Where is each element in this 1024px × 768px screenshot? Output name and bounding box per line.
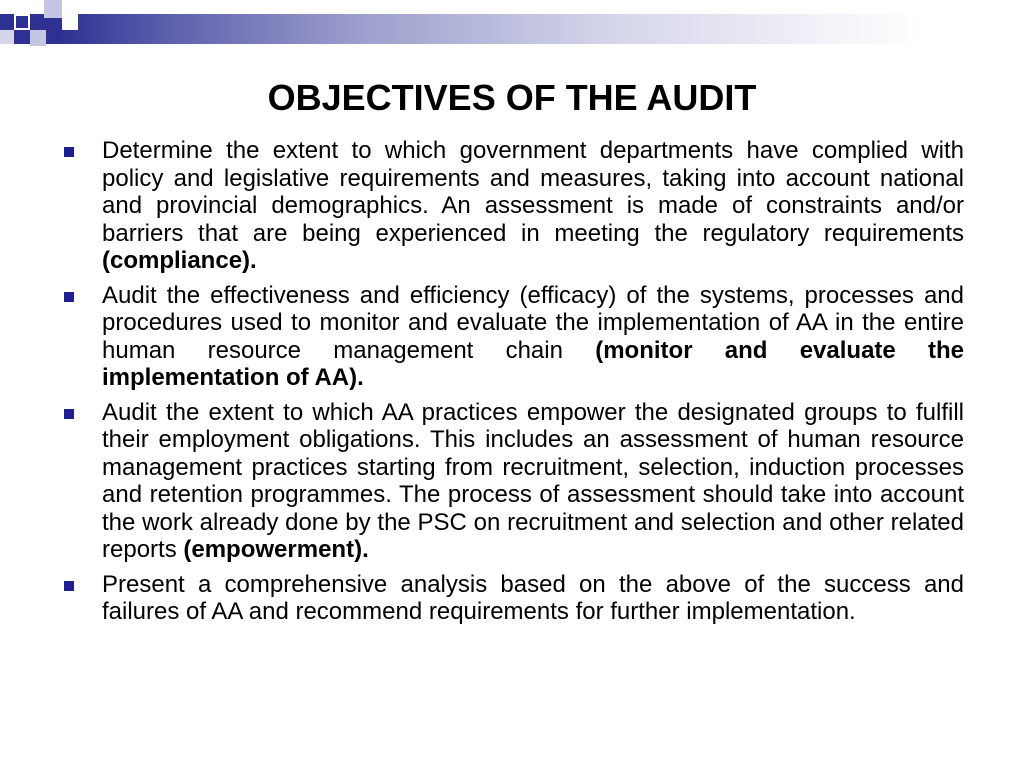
decor-square (62, 14, 78, 30)
bullet-item (62, 399, 964, 564)
slide-title: OBJECTIVES OF THE AUDIT (267, 77, 757, 118)
bullet-item (62, 137, 964, 275)
bullet-emphasis: (compliance). (102, 247, 257, 274)
square-bullet-icon (64, 409, 74, 419)
decor-square (14, 14, 30, 30)
decor-square (0, 30, 14, 44)
decor-square (0, 0, 14, 14)
bullet-emphasis: (monitor and evaluate the implementation of AA). (102, 336, 965, 391)
bullet-text: Audit the effectiveness and efficiency (efficacy) of the systems, processes and procedures used to monitor and evaluate the implementation of AA in the entire human resource management chain (102, 281, 964, 364)
bullet-emphasis: (empowerment). (183, 536, 369, 563)
bullet-text: Audit the extent to which AA practices empower the designated groups to fulfill their employment obligations. This includes an assessment of human resource management practices starting from recruitment, selection, induction processes and retention programmes. The process of assessment should take into account the work already done by the PSC on recruitment and selection and other related reports (102, 398, 964, 563)
bullet-text: Present a comprehensive analysis based on the above of the success and failures of AA and recommend requirements for further implementation. (102, 570, 964, 625)
decor-square (30, 30, 46, 46)
bullet-text: Determine the extent to which government departments have complied with policy and legislative requirements and measures, taking into account national and provincial demographics. An assessment is made of constraints and/or barriers that are being experienced in meeting the regulatory requirements (102, 137, 964, 247)
bullet-list (62, 137, 964, 633)
square-bullet-icon (64, 292, 74, 302)
bullet-item (62, 571, 964, 626)
decor-square (46, 44, 62, 58)
square-bullet-icon (64, 581, 74, 591)
header-gradient-bar (0, 14, 1024, 44)
decor-square (44, 0, 62, 18)
bullet-item (62, 282, 964, 392)
square-bullet-icon (64, 147, 74, 157)
